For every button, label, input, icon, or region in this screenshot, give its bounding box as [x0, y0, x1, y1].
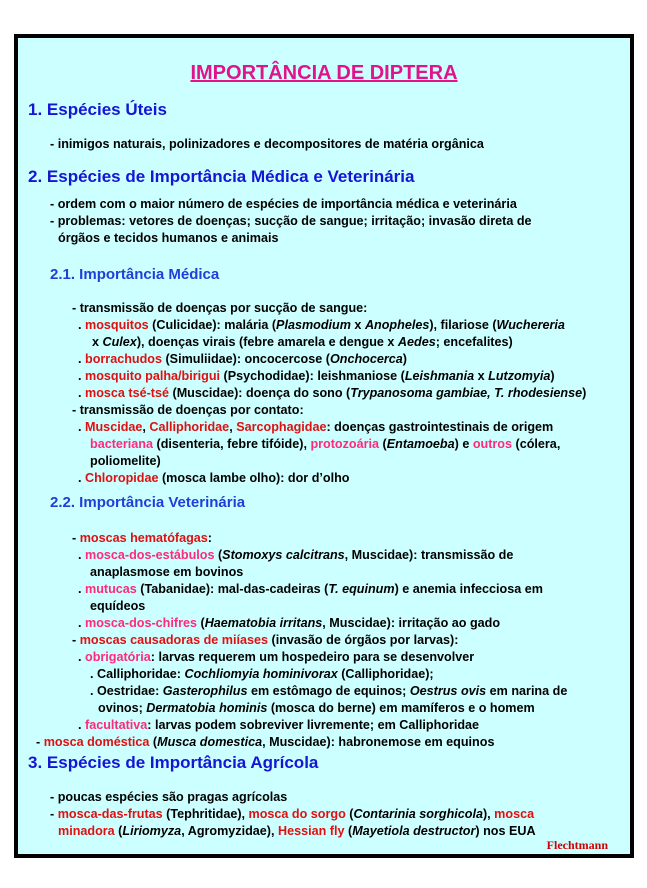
text-line: . Chloropidae (mosca lambe olho): dor d’olho — [78, 471, 350, 485]
text-line: . obrigatória: larvas requerem um hospedeiro para se desenvolver — [78, 650, 475, 664]
text-line: . facultativa: larvas podem sobreviver livremente; em Calliphoridae — [78, 718, 480, 732]
text-line: . mosca-dos-chifres (Haematobia irritans, Muscidae): irritação ao gado — [78, 616, 501, 630]
section-1-heading: 1. Espécies Úteis — [28, 100, 167, 119]
text-line: . mosca tsé-tsé (Muscidae): doença do sono (Trypanosoma gambiae, T. rhodesiense) — [78, 386, 587, 400]
text-line: - problemas: vetores de doenças; sucção de sangue; irritação; invasão direta de — [50, 214, 532, 228]
text-line: - transmissão de doenças por sucção de sangue: — [72, 301, 368, 315]
slide — [14, 34, 634, 858]
text-line: poliomelite) — [90, 454, 161, 468]
text-line: - mosca-das-frutas (Tephritidae), mosca do sorgo (Contarinia sorghicola), mosca — [50, 807, 535, 821]
text-line: x Culex), doenças virais (febre amarela e dengue x Aedes; encefalites) — [92, 335, 513, 349]
text-line: - moscas causadoras de miíases (invasão de órgãos por larvas): — [72, 633, 459, 647]
section-2-1-heading: 2.1. Importância Médica — [50, 266, 220, 283]
text-line: equídeos — [90, 599, 146, 613]
text-line: . borrachudos (Simuliidae): oncocercose (Onchocerca) — [78, 352, 407, 366]
text-line: minadora (Liriomyza, Agromyzidae), Hessian fly (Mayetiola destructor) nos EUA — [58, 824, 536, 838]
section-2-heading: 2. Espécies de Importância Médica e Veterinária — [28, 167, 415, 186]
author-signature: Flechtmann — [546, 838, 608, 852]
text-line: - transmissão de doenças por contato: — [72, 403, 304, 417]
text-line: - poucas espécies são pragas agrícolas — [50, 790, 288, 804]
text-line: bacteriana (disenteria, febre tifóide), protozoária (Entamoeba) e outros (cólera, — [90, 437, 561, 451]
text-line: . mutucas (Tabanidae): mal-das-cadeiras (T. equinum) e anemia infecciosa em — [78, 582, 543, 596]
section-3-heading: 3. Espécies de Importância Agrícola — [28, 753, 319, 772]
text-line: . Calliphoridae: Cochliomyia hominivorax (Calliphoridae); — [90, 667, 434, 681]
text-line: órgãos e tecidos humanos e animais — [58, 231, 279, 245]
text-line: - mosca doméstica (Musca domestica, Muscidae): habronemose em equinos — [36, 735, 495, 749]
text-line: anaplasmose em bovinos — [90, 565, 244, 579]
text-line: - inimigos naturais, polinizadores e decompositores de matéria orgânica — [50, 137, 484, 151]
text-line: . mosquitos (Culicidae): malária (Plasmodium x Anopheles), filariose (Wuchereria — [78, 318, 565, 332]
text-line: ovinos; Dermatobia hominis (mosca do berne) em mamíferos e o homem — [98, 701, 535, 715]
text-line: . Oestridae: Gasterophilus em estômago de equinos; Oestrus ovis em narina de — [90, 684, 568, 698]
section-2-2-heading: 2.2. Importância Veterinária — [50, 494, 246, 511]
text-line: . mosca-dos-estábulos (Stomoxys calcitrans, Muscidae): transmissão de — [78, 548, 514, 562]
page-title: IMPORTÂNCIA DE DIPTERA — [190, 62, 458, 84]
text-line: . Muscidae, Calliphoridae, Sarcophagidae: doenças gastrointestinais de origem — [78, 420, 554, 434]
text-line: - moscas hematófagas: — [72, 531, 212, 545]
text-line: - ordem com o maior número de espécies de importância médica e veterinária — [50, 197, 517, 211]
text-line: . mosquito palha/birigui (Psychodidae): leishmaniose (Leishmania x Lutzomyia) — [78, 369, 555, 383]
